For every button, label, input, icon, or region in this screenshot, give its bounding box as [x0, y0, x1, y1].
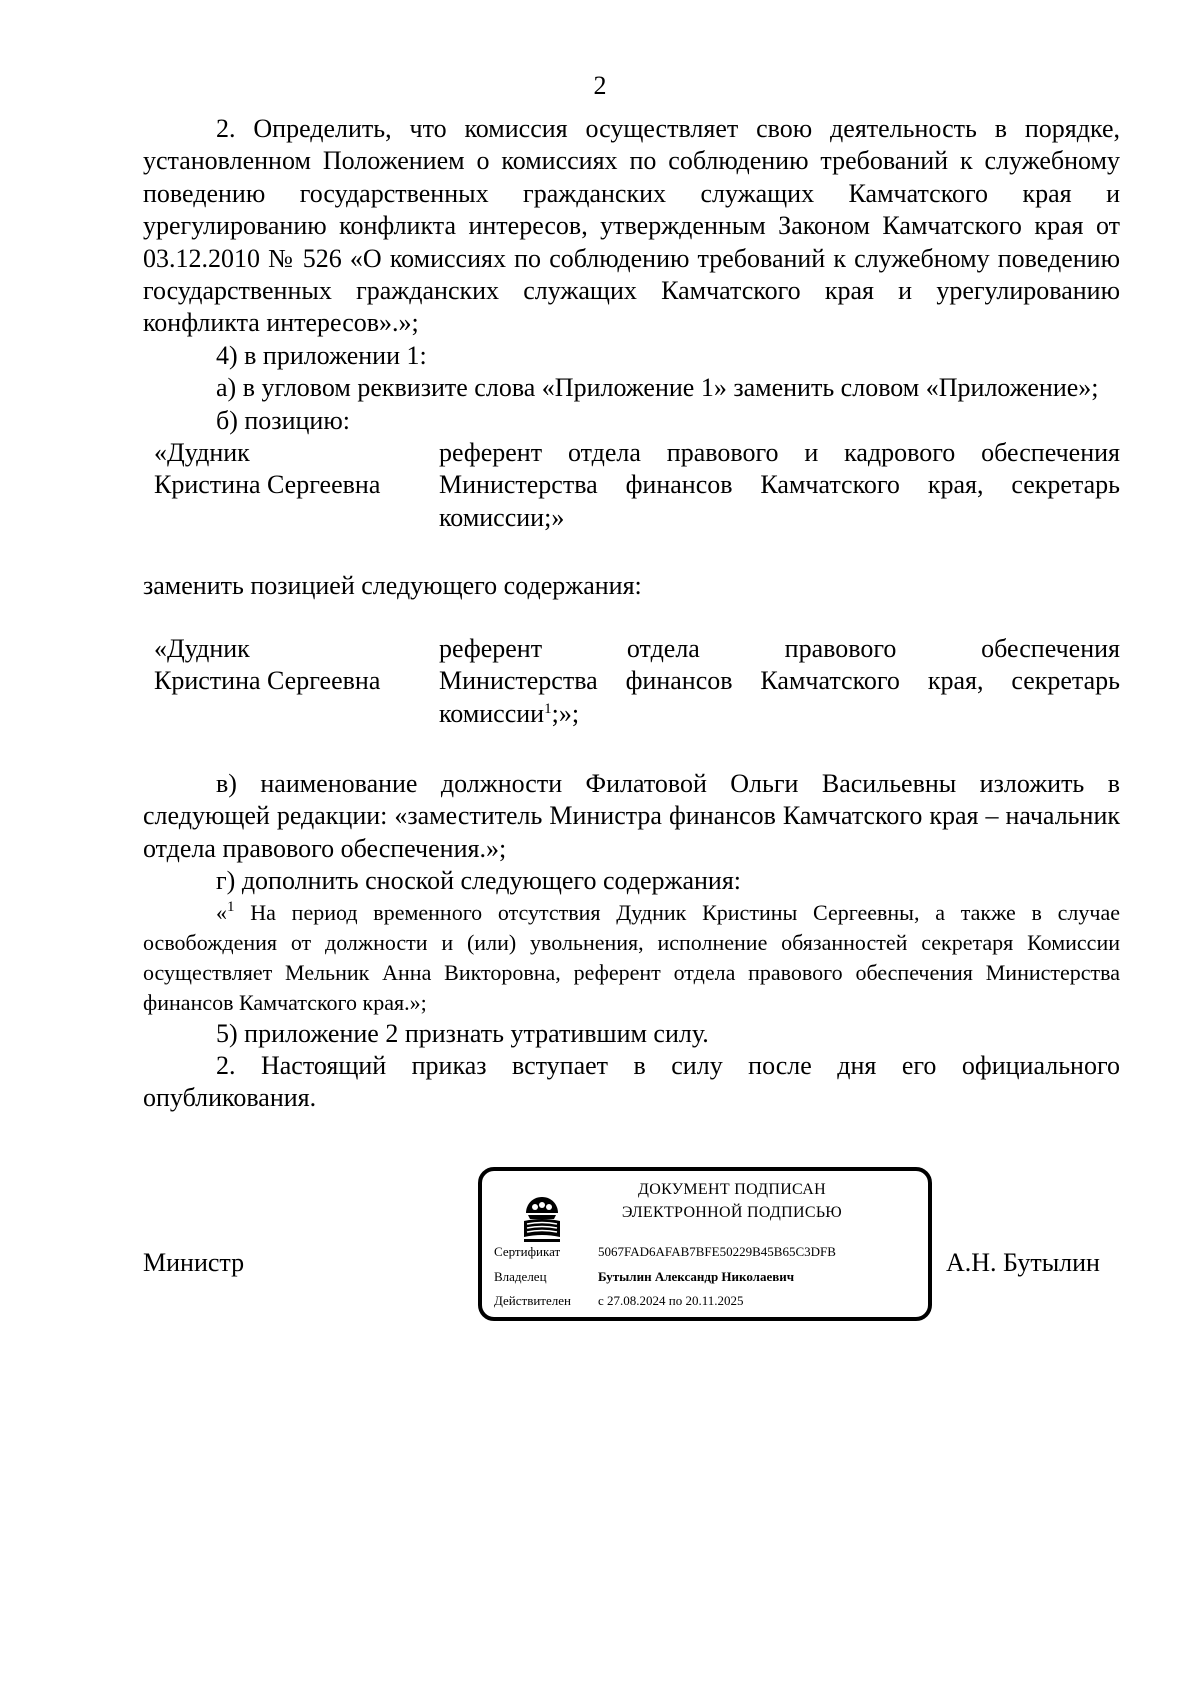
stamp-title-line1: ДОКУМЕНТ ПОДПИСАН: [638, 1181, 826, 1198]
electronic-signature-stamp: [478, 1167, 932, 1321]
paragraph-item-a: а) в угловом реквизите слова «Приложение 1» заменить словом «Приложение»;: [216, 373, 1099, 403]
paragraph-appendix-2: 5) приложение 2 признать утратившим силу.: [216, 1018, 709, 1048]
new-position-surname: «Дудник: [154, 633, 250, 663]
new-position-row: [143, 633, 1120, 730]
stamp-validity-row: [494, 1292, 744, 1310]
new-position-name: [143, 633, 439, 730]
footnote-marker: 1: [544, 700, 552, 717]
page-number: 2: [593, 71, 607, 100]
new-position-description-line2: [439, 665, 1120, 730]
stamp-certificate-value: 5067FAD6AFAB7BFE50229B45B65C3DFB: [598, 1244, 836, 1259]
new-position-description-tail: ;»;: [551, 698, 580, 728]
signatory-position: Министр: [143, 1248, 245, 1277]
footnote-number: 1: [227, 898, 235, 915]
new-position-given-name: Кристина Сергеевна: [154, 666, 381, 696]
old-position-given-name: Кристина Сергеевна: [154, 470, 381, 500]
paragraph-appendix-1: 4) в приложении 1:: [216, 340, 427, 370]
old-position-row: [143, 437, 1120, 534]
new-position-description: [439, 633, 1120, 730]
paragraph-commission-procedure: 2. Определить, что комиссия осуществляет свою деятельность в порядке, установленном Положением о комиссиях по соблюдению требований к служебному поведению государственных гражданских служащих Камчатского края и урегулированию конфликта интересов, утвержденным Законом Камчатского края от 03.12.2010 № 526 «О комиссиях по соблюдению требований к служебному поведению государственных гражданских служащих Камчатского края и урегулированию конфликта интересов».»;: [143, 114, 1120, 338]
footnote-body: На период временного отсутствия Дудник Кристины Сергеевны, а также в случае освобождения от должности и (или) увольнения, исполнение обязанностей секретаря Комиссии осуществляет Мельник Анна Викторовна, референт отдела правового обеспечения Министерства финансов Камчатского края.»;: [143, 899, 1120, 1015]
stamp-owner-value: Бутылин Александр Николаевич: [598, 1269, 795, 1284]
paragraph-item-g: г) дополнить сноской следующего содержания:: [216, 866, 742, 896]
paragraph-effective-date: 2. Настоящий приказ вступает в силу после дня его официального опубликования.: [143, 1050, 1120, 1113]
coat-of-arms-icon: [518, 1193, 566, 1245]
stamp-owner-label: Владелец: [494, 1269, 547, 1284]
new-position-description-line1: референт отдела правового обеспечения: [439, 633, 1120, 663]
old-position-name: [143, 437, 439, 534]
new-position-description-text: Министерства финансов Камчатского края, секретарь комиссии: [439, 666, 1120, 728]
paragraph-replace-with: заменить позицией следующего содержания:: [143, 571, 642, 601]
document-body: [143, 113, 1120, 1115]
stamp-validity-label: Действителен: [494, 1293, 571, 1308]
footnote-open-quote: «: [216, 899, 227, 925]
stamp-owner-row: [494, 1268, 794, 1286]
paragraph-item-v: в) наименование должности Филатовой Ольги Васильевны изложить в следующей редакции: «заместитель Министра финансов Камчатского края – начальник отдела правового обеспечения.»;: [143, 768, 1120, 863]
stamp-certificate-label: Сертификат: [494, 1244, 561, 1259]
stamp-validity-value: с 27.08.2024 по 20.11.2025: [598, 1293, 744, 1308]
stamp-title-line2: ЭЛЕКТРОННОЙ ПОДПИСЬЮ: [621, 1204, 843, 1221]
old-position-surname: «Дудник: [154, 438, 250, 468]
paragraph-item-b: б) позицию:: [216, 405, 350, 435]
signatory-name: А.Н. Бутылин: [946, 1248, 1100, 1277]
old-position-description: референт отдела правового и кадрового обеспечения Министерства финансов Камчатского края, секретарь комиссии;»: [439, 438, 1120, 532]
footnote-text: [143, 898, 1120, 1018]
stamp-certificate-row: [494, 1243, 836, 1261]
